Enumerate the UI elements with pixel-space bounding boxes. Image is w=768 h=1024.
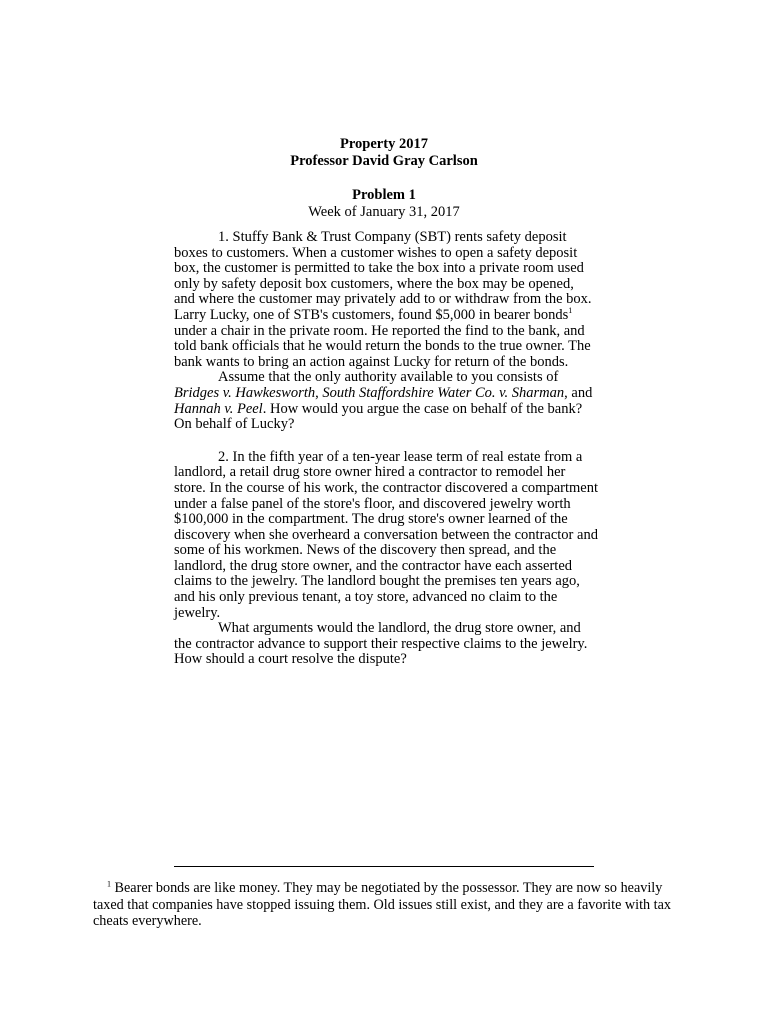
footnote-number: 1	[107, 879, 111, 889]
case-citation: Bridges v. Hawkesworth	[174, 384, 316, 401]
question-1-prompt: Assume that the only authority available to you consists of Bridges v. Hawkesworth, South Staffordshire Water Co. v. Sharman, and Hannah v. Peel. How would you argue the case on behalf of the bank? On behalf of Lucky?	[174, 369, 593, 433]
document-body	[174, 230, 598, 668]
case-citation: Hannah v. Peel	[174, 400, 263, 417]
question-2-paragraph: 2. In the fifth year of a ten-year lease term of real estate from a landlord, a retail drug store owner hired a contractor to remodel her store. In the course of his work, the contractor discovered a compartment under a false panel of the store's floor, and discovered jewelry worth $100,000 in the compartment. The drug store's owner learned of the discovery when she overheard a conversation between the contractor and some of his workmen. News of the discovery then spread, and the landlord, the drug store owner, and the contractor have each asserted claims to the jewelry. The landlord bought the premises ten years ago, and his only previous tenant, a toy store, advanced no claim to the jewelry.	[174, 448, 598, 621]
footnote-divider	[174, 866, 594, 867]
document-header	[0, 136, 768, 221]
footnote-text: Bearer bonds are like money. They may be negotiated by the possessor. They are now so heavily taxed that companies have stopped issuing them. Old issues still exist, and they are a favorite with tax cheats everywhere.	[93, 880, 672, 929]
case-citation: South Staffordshire Water Co. v. Sharman	[322, 384, 565, 401]
professor-name: Professor David Gray Carlson	[290, 153, 478, 169]
footnote	[93, 880, 678, 930]
question-1-paragraph: 1. Stuffy Bank & Trust Company (SBT) rents safety deposit boxes to customers. When a customer wishes to open a safety deposit box, the customer is permitted to take the box into a private room used only by safety deposit box customers, where the box may be opened, and where the customer may privately add to or withdraw from the box. Larry Lucky, one of STB's customers, found $5,000 in bearer bonds$^1$ under a chair in the private room. He reported the find to the bank, and told bank officials that he would return the bonds to the true owner. The bank wants to bring an action against Lucky for return of the bonds.	[174, 229, 592, 370]
footnote-reference: 1	[568, 306, 573, 316]
week-line: Week of January 31, 2017	[308, 204, 460, 220]
question-2-prompt: What arguments would the landlord, the drug store owner, and the contractor advance to support their respective claims to the jewelry. How should a court resolve the dispute?	[174, 620, 588, 668]
course-title: Property 2017	[340, 136, 428, 152]
problem-heading: Problem 1	[352, 187, 416, 203]
